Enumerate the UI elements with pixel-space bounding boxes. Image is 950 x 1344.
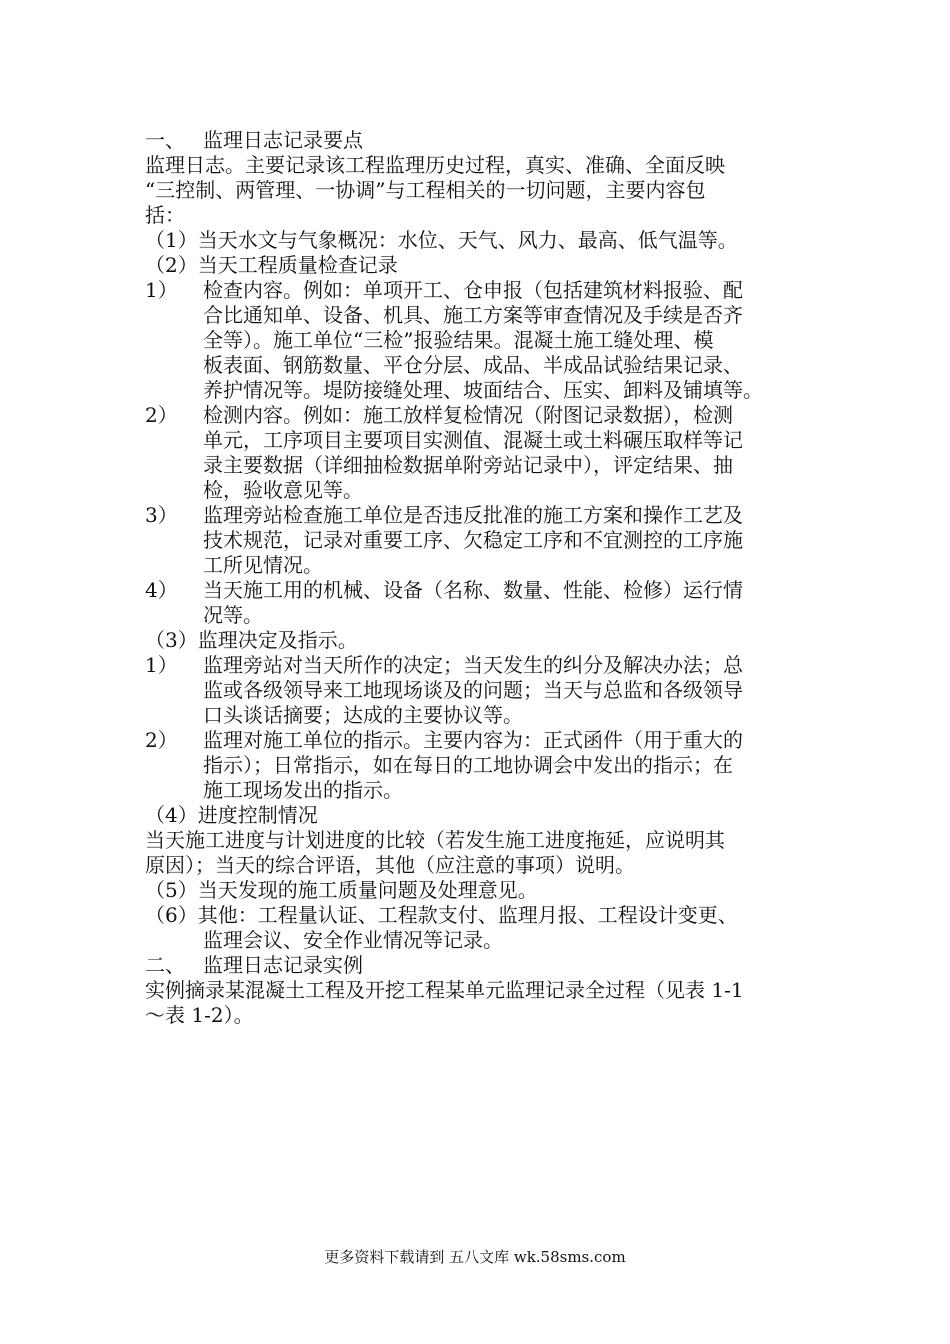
text-line: “三控制、两管理、一协调”与工程相关的一切问题，主要内容包 xyxy=(145,178,706,202)
text-line: 当天施工用的机械、设备（名称、数量、性能、检修）运行情 xyxy=(203,578,743,602)
sub-item xyxy=(145,403,825,503)
list-item-6 xyxy=(145,903,825,953)
text-line: 全等）。施工单位“三检”报验结果。混凝土施工缝处理、模 xyxy=(203,328,714,352)
sub-item-mark: 3） xyxy=(145,503,178,527)
list-item-4: （4）进度控制情况 xyxy=(145,803,318,827)
sub-item-mark: 4） xyxy=(145,578,178,602)
text-line: 检，验收意见等。 xyxy=(203,478,363,502)
text-line: 监理会议、安全作业情况等记录。 xyxy=(203,928,503,952)
example-paragraph xyxy=(145,978,825,1028)
sub-item-text xyxy=(203,278,825,403)
sub-item-mark: 2） xyxy=(145,403,178,427)
text-line: 实例摘录某混凝土工程及开挖工程某单元监理记录全过程（见表 1-1 xyxy=(145,978,744,1002)
list-item-3: （3）监理决定及指示。 xyxy=(145,628,358,652)
document-body xyxy=(145,128,825,1028)
text-line: 口头谈话摘要；达成的主要协议等。 xyxy=(203,703,523,727)
sub-item xyxy=(145,578,825,628)
heading-text: 监理日志记录要点 xyxy=(203,128,363,152)
heading-number: 二、 xyxy=(145,953,185,977)
text-line: 监理旁站检查施工单位是否违反批准的施工方案和操作工艺及 xyxy=(203,503,743,527)
text-line: 监理旁站对当天所作的决定；当天发生的纠分及解决办法；总 xyxy=(203,653,743,677)
text-line: 监或各级领导来工地现场谈及的问题；当天与总监和各级领导 xyxy=(203,678,743,702)
list-item-2: （2）当天工程质量检查记录 xyxy=(145,253,398,277)
text-line: 当天施工进度与计划进度的比较（若发生施工进度拖延，应说明其 xyxy=(145,828,725,852)
text-line: 括： xyxy=(145,203,185,227)
list-item-5: （5）当天发现的施工质量问题及处理意见。 xyxy=(145,878,538,902)
text-line: 单元，工序项目主要项目实测值、混凝土或土料碾压取样等记 xyxy=(203,428,743,452)
heading-number: 一、 xyxy=(145,128,185,152)
text-line: 施工现场发出的指示。 xyxy=(203,778,403,802)
text-line: 养护情况等。堤防接缝处理、坡面结合、压实、卸料及铺填等。 xyxy=(203,378,763,402)
sub-item xyxy=(145,653,825,728)
text-line: 合比通知单、设备、机具、施工方案等审查情况及手续是否齐 xyxy=(203,303,743,327)
section-heading-2 xyxy=(145,953,825,978)
sub-item-text xyxy=(203,503,825,578)
text-line: ～表 1-2）。 xyxy=(145,1003,254,1027)
text-line: 原因）；当天的综合评语，其他（应注意的事项）说明。 xyxy=(145,853,635,877)
sub-item xyxy=(145,503,825,578)
list-item-1: （1）当天水文与气象概况：水位、天气、风力、最高、低气温等。 xyxy=(145,228,738,252)
progress-paragraph xyxy=(145,828,825,878)
section-heading-1 xyxy=(145,128,825,153)
text-line: 工所见情况。 xyxy=(203,553,323,577)
text-line: 指示）；日常指示，如在每日的工地协调会中发出的指示；在 xyxy=(203,753,733,777)
text-line: （6）其他：工程量认证、工程款支付、监理月报、工程设计变更、 xyxy=(145,903,738,927)
sub-item-mark: 2） xyxy=(145,728,178,752)
heading-text: 监理日志记录实例 xyxy=(203,953,363,977)
text-line: 板表面、钢筋数量、平仓分层、成品、半成品试验结果记录、 xyxy=(203,353,743,377)
sub-item-mark: 1） xyxy=(145,653,178,677)
text-line: 检测内容。例如：施工放样复检情况（附图记录数据），检测 xyxy=(203,403,733,427)
sub-item xyxy=(145,278,825,403)
text-line: 录主要数据（详细抽检数据单附旁站记录中），评定结果、抽 xyxy=(203,453,733,477)
text-line: 监理日志。主要记录该工程监理历史过程，真实、准确、全面反映 xyxy=(145,153,725,177)
sub-item-text xyxy=(203,653,825,728)
sub-item-text xyxy=(203,728,825,803)
sub-item-text xyxy=(203,403,825,503)
text-line: 检查内容。例如：单项开工、仓申报（包括建筑材料报验、配 xyxy=(203,278,743,302)
text-line: 技术规范，记录对重要工序、欠稳定工序和不宜测控的工序施 xyxy=(203,528,743,552)
text-line: 况等。 xyxy=(203,603,263,627)
text-line: 监理对施工单位的指示。主要内容为：正式函件（用于重大的 xyxy=(203,728,743,752)
intro-paragraph xyxy=(145,153,825,228)
sub-item-mark: 1） xyxy=(145,278,178,302)
sub-item xyxy=(145,728,825,803)
page-footer: 更多资料下载请到 五八文库 wk.58sms.com xyxy=(324,1248,626,1266)
sub-item-text xyxy=(203,578,825,628)
